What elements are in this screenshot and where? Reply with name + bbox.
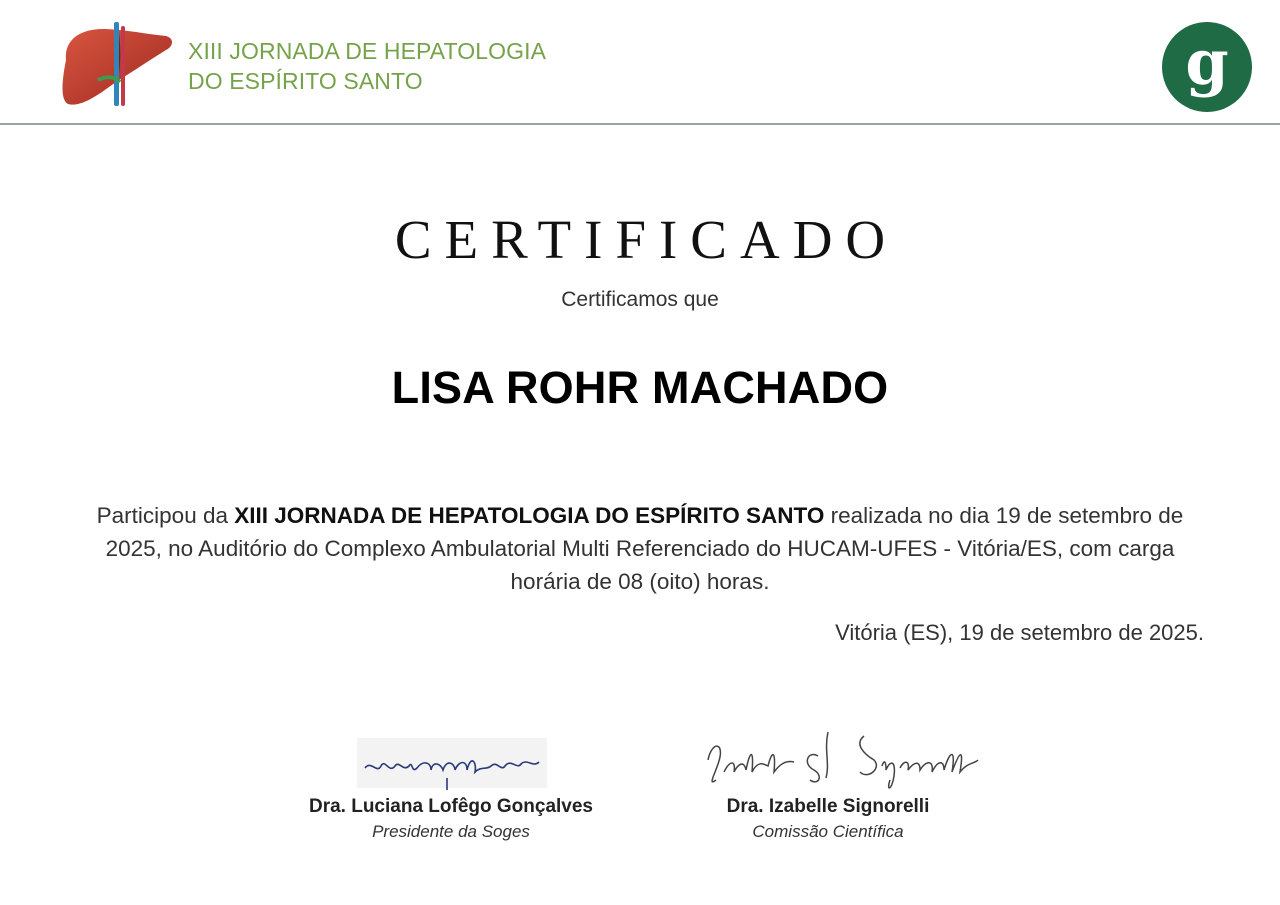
body-text-start: Participou da (96, 503, 235, 528)
signature-block-scientific (668, 720, 988, 842)
signer-name: Dra. Luciana Lofêgo Gonçalves (308, 796, 594, 817)
signer-role: Comissão Científica (752, 822, 904, 841)
signer-name: Dra. Izabelle Signorelli (726, 796, 930, 817)
event-title-line-1: XIII JORNADA DE HEPATOLOGIA (188, 38, 547, 64)
certificate-header (0, 0, 1280, 124)
event-title (188, 36, 546, 96)
signature-block-president (286, 730, 616, 842)
handwritten-signature (668, 720, 988, 796)
recipient-name: LISA ROHR MACHADO (391, 362, 889, 413)
certificate-title: CERTIFICADO (394, 209, 899, 270)
liver-icon (58, 20, 176, 110)
body-text-end: realizada no dia 19 de setembro de 2025, no Auditório do Complexo Ambulatorial Multi Referenciado do HUCAM-UFES - Vitória/ES, com carga horária de 08 (oito) horas. (105, 503, 1184, 594)
logo-letter: g (1185, 26, 1229, 99)
certificate-intro: Certificamos que (561, 288, 719, 311)
certificate-body (90, 499, 1190, 598)
soges-g-logo (1161, 21, 1253, 113)
place-date: Vitória (ES), 19 de setembro de 2025. (835, 620, 1204, 645)
handwritten-signature (351, 730, 551, 796)
event-title-line-2: DO ESPÍRITO SANTO (188, 68, 423, 94)
header-divider (0, 123, 1280, 125)
signer-role: Presidente da Soges (372, 822, 530, 841)
body-text-event: XIII JORNADA DE HEPATOLOGIA DO ESPÍRITO SANTO (234, 503, 825, 528)
